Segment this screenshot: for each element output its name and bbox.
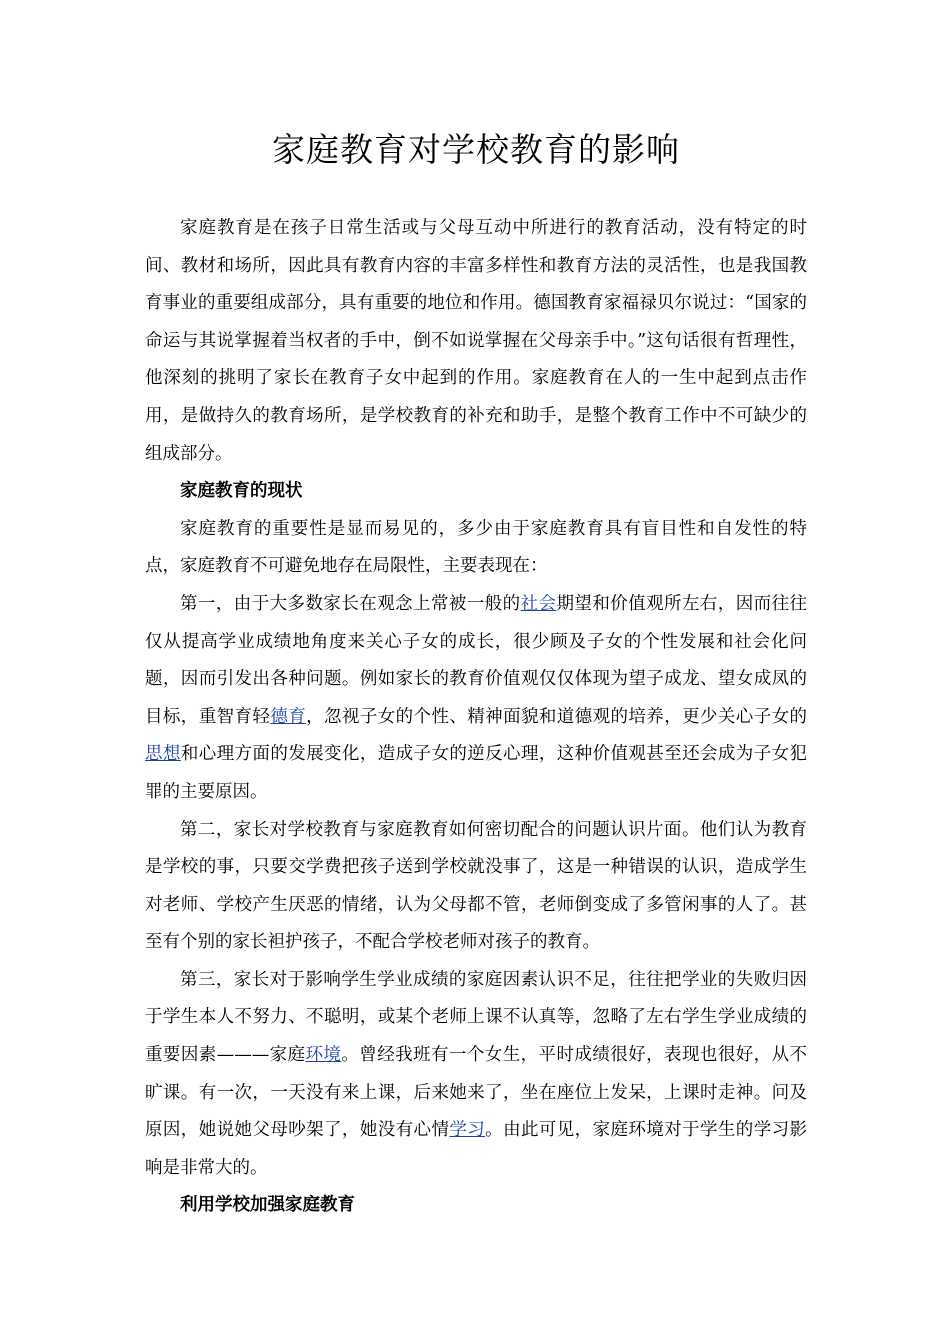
paragraph-text: 。曾经我班有一个女生，平时成绩很好，表现也很好，从不旷课。有一次，一天没有来上课，后来她来了，坐在座位上发呆，上课时走神。问及原因，她说她父母吵架了，她没有心情: [145, 1045, 808, 1141]
paragraph-text: 。由此可见，家庭环境对于学生的学习影响是非常大的。: [145, 1120, 808, 1178]
heading-text: 家庭教育的现状: [180, 481, 303, 502]
paragraph-text: 第二，家长对学校教育与家庭教育如何密切配合的问题认识片面。他们认为教育是学校的事，只要交学费把孩子送到学校就没事了，这是一种错误的认识，造成学生对老师、学校产生厌恶的情绪，认为父母都不管，老师倒变成了多管闲事的人了。甚至有个别的家长袒护孩子，不配合学校老师对孩子的教育。: [145, 819, 807, 953]
section-heading-school: [145, 1187, 807, 1225]
paragraph-text: 和心理方面的发展变化，造成子女的逆反心理，这种价值观甚至还会成为子女犯罪的主要原因。: [145, 744, 808, 802]
paragraph-text: ，忽视子女的个性、精神面貌和道德观的培养，更少关心子女的: [306, 706, 808, 727]
document-title: 家庭教育对学校教育的影响: [272, 130, 680, 169]
link-society[interactable]: 社会: [520, 593, 557, 614]
paragraph-text: 家庭教育是在孩子日常生活或与父母互动中所进行的教育活动，没有特定的时间、教材和场所，因此具有教育内容的丰富多样性和教育方法的灵活性，也是我国教育事业的重要组成部分，具有重要的地位和作用。德国教育家福禄贝尔说过：“国家的命运与其说掌握着当权者的手中，倒不如说掌握在父母亲手中。”这句话很有哲理性，他深刻的挑明了家长在教育子女中起到的作用。家庭教育在人的一生中起到点击作用，是做持久的教育场所，是学校教育的补充和助手，是整个教育工作中不可缺少的组成部分。: [145, 218, 807, 464]
paragraph-status-overview: [145, 511, 807, 586]
document-page: [145, 0, 807, 1225]
heading-text: 利用学校加强家庭教育: [180, 1195, 355, 1216]
paragraph-third-point: [145, 962, 807, 1188]
link-environment[interactable]: 环境: [305, 1045, 342, 1066]
paragraph-intro: [145, 210, 807, 473]
link-study[interactable]: 学习: [449, 1120, 486, 1141]
paragraph-text: 家庭教育的重要性是显而易见的，多少由于家庭教育具有盲目性和自发性的特点，家庭教育不可避免地存在局限性，主要表现在：: [145, 518, 807, 577]
paragraph-text: 第一，由于大多数家长在观念上常被一般的: [180, 593, 521, 614]
section-heading-status: [145, 473, 807, 511]
link-thought[interactable]: 思想: [145, 744, 181, 765]
paragraph-text: 期望和价值观所左右，因而往往仅从提高学业成绩地角度来关心子女的成长，很少顾及子女的个性发展和社会化问题，因而引发出各种问题。例如家长的教育价值观仅仅体现为望子成龙、望女成凤的目标，重智育轻: [145, 593, 808, 727]
document-body: [145, 210, 807, 1225]
paragraph-text: 第三，家长对于影响学生学业成绩的家庭因素认识不足，往往把学业的失败归因于学生本人不努力、不聪明，或某个老师上课不认真等，忽略了左右学生学业成绩的重要因素———家庭: [145, 969, 807, 1066]
paragraph-second-point: [145, 812, 807, 962]
link-moral-education[interactable]: 德育: [270, 706, 307, 727]
paragraph-first-point: [145, 586, 807, 812]
